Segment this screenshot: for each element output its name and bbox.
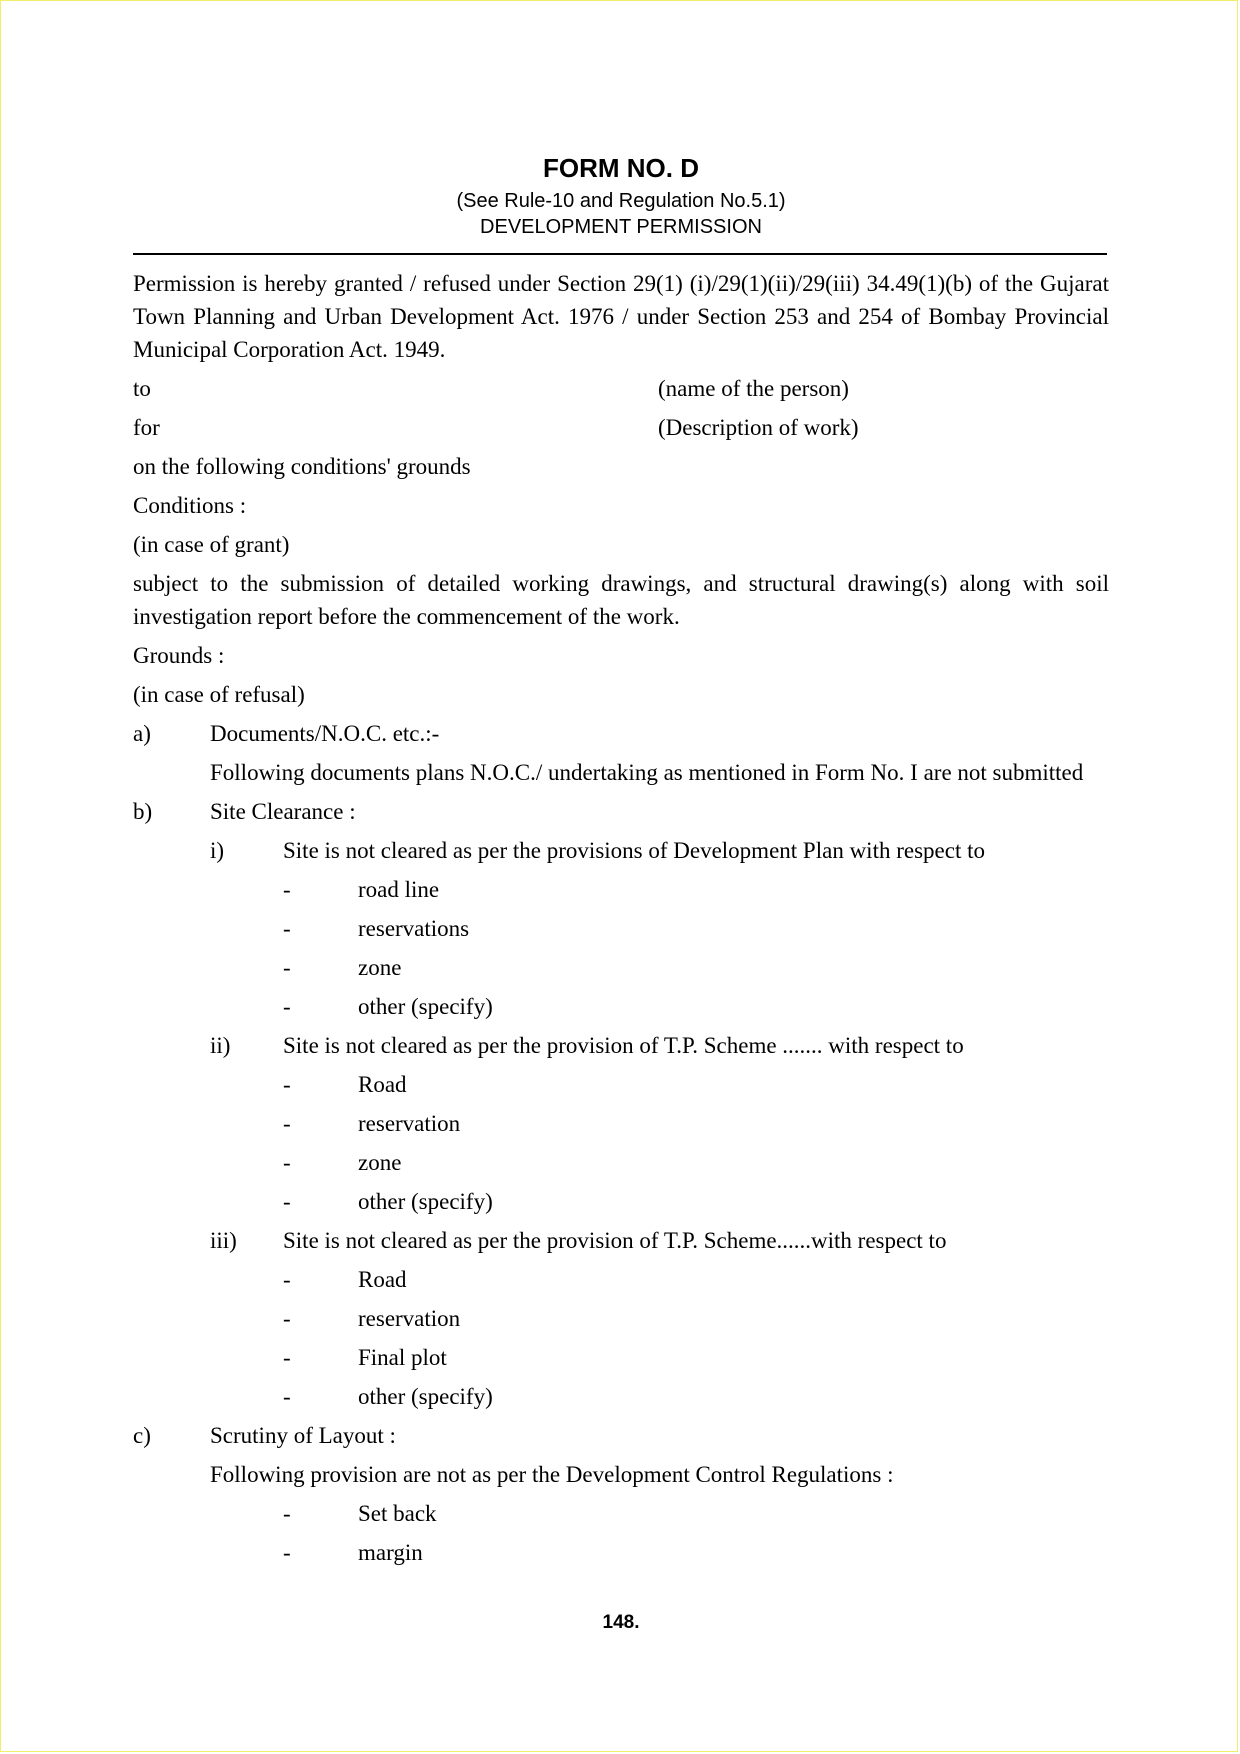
list-item-text: reservation: [358, 1111, 461, 1136]
list-item: [133, 912, 1109, 945]
list-item-text: reservation: [358, 1306, 461, 1331]
dash-marker: -: [283, 1267, 291, 1292]
dash-marker: -: [283, 1189, 291, 1214]
for-label: for: [133, 415, 160, 440]
list-item-text: Set back: [358, 1501, 437, 1526]
list-item-text: Road: [358, 1072, 407, 1097]
to-line: [133, 372, 1109, 405]
list-item-text: reservations: [358, 916, 470, 941]
list-item-text: road line: [358, 877, 440, 902]
section-a-title: Documents/N.O.C. etc.:-: [210, 721, 440, 746]
section-b-item-2-text: Site is not cleared as per the provision of T.P. Scheme ....... with respect to: [283, 1033, 964, 1058]
header-divider: [133, 253, 1107, 255]
list-item: [133, 1107, 1109, 1140]
dash-marker: -: [283, 877, 291, 902]
section-a-marker: a): [133, 721, 151, 746]
dash-marker: -: [283, 1384, 291, 1409]
list-item: [133, 1146, 1109, 1179]
dash-marker: -: [283, 1150, 291, 1175]
list-item: [133, 1185, 1109, 1218]
list-item: [133, 873, 1109, 906]
to-label: to: [133, 376, 151, 401]
section-b-item-2-marker: ii): [210, 1033, 231, 1058]
section-c-text: Following provision are not as per the Development Control Regulations :: [210, 1462, 894, 1487]
following-line: on the following conditions' grounds: [133, 454, 471, 479]
section-c-marker: c): [133, 1423, 151, 1448]
section-b-item-3: [133, 1224, 1109, 1257]
list-item-text: other (specify): [358, 1384, 493, 1409]
refusal-case-line: (in case of refusal): [133, 682, 305, 707]
list-item: [133, 1263, 1109, 1296]
dash-marker: -: [283, 1072, 291, 1097]
for-line: [133, 411, 1109, 444]
for-hint: (Description of work): [658, 415, 859, 440]
grant-case-line: (in case of grant): [133, 532, 290, 557]
dash-marker: -: [283, 1540, 291, 1565]
list-item-text: Final plot: [358, 1345, 447, 1370]
list-item-text: other (specify): [358, 994, 493, 1019]
grounds-heading: Grounds :: [133, 643, 225, 668]
list-item: [133, 1380, 1109, 1413]
page-number: 148.: [602, 1612, 640, 1633]
list-item: [133, 1302, 1109, 1335]
list-item: [133, 990, 1109, 1023]
intro-paragraph: Permission is hereby granted / refused under Section 29(1) (i)/29(1)(ii)/29(iii) 34.49(1)(b) of the Gujarat Town Planning and Urban Development Act. 1976 / under Section 253 and 254 of Bombay Provincial Municipal Corporation Act. 1949.: [133, 271, 1109, 362]
list-item: [133, 1497, 1109, 1530]
list-item-text: other (specify): [358, 1189, 493, 1214]
section-b-item-1: [133, 834, 1109, 867]
section-b-heading: [133, 795, 1109, 828]
list-item: [133, 951, 1109, 984]
list-item: [133, 1341, 1109, 1374]
section-b-item-3-marker: iii): [210, 1228, 237, 1253]
form-reference: (See Rule-10 and Regulation No.5.1): [456, 190, 786, 212]
section-c-heading: [133, 1419, 1109, 1452]
dash-marker: -: [283, 1501, 291, 1526]
section-b-title: Site Clearance :: [210, 799, 356, 824]
dash-marker: -: [283, 916, 291, 941]
list-item-text: margin: [358, 1540, 423, 1565]
section-b-item-1-text: Site is not cleared as per the provisions of Development Plan with respect to: [283, 838, 985, 863]
section-b-marker: b): [133, 799, 153, 824]
section-a-heading: [133, 717, 1109, 750]
list-item: [133, 1536, 1109, 1569]
section-a-text: Following documents plans N.O.C./ undertaking as mentioned in Form No. I are not submitted: [210, 760, 1084, 785]
list-item-text: zone: [358, 955, 402, 980]
section-b-item-2: [133, 1029, 1109, 1062]
section-b-item-1-marker: i): [210, 838, 225, 863]
list-item-text: Road: [358, 1267, 407, 1292]
conditions-heading: Conditions :: [133, 493, 247, 518]
to-hint: (name of the person): [658, 376, 849, 401]
section-c-title: Scrutiny of Layout :: [210, 1423, 396, 1448]
dash-marker: -: [283, 994, 291, 1019]
list-item: [133, 1068, 1109, 1101]
form-body: [133, 267, 1109, 1575]
dash-marker: -: [283, 1111, 291, 1136]
grant-paragraph: subject to the submission of detailed working drawings, and structural drawing(s) along with soil investigation report before the commencement of the work.: [133, 571, 1109, 629]
section-b-item-3-text: Site is not cleared as per the provision of T.P. Scheme......with respect to: [283, 1228, 947, 1253]
dash-marker: -: [283, 1306, 291, 1331]
form-title: FORM NO. D: [543, 153, 699, 183]
form-subtitle: DEVELOPMENT PERMISSION: [480, 216, 762, 238]
dash-marker: -: [283, 1345, 291, 1370]
dash-marker: -: [283, 955, 291, 980]
list-item-text: zone: [358, 1150, 402, 1175]
